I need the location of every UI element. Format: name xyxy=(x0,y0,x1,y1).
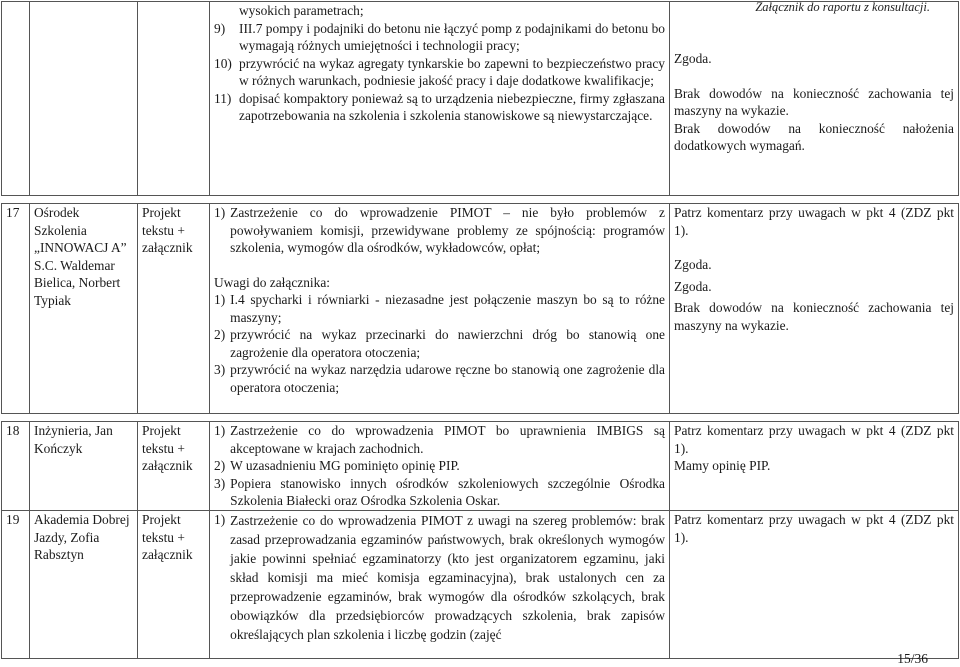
table-row-19 xyxy=(2,511,959,659)
cell-response xyxy=(670,511,959,659)
cell-type: Projekt tekstu + załącznik xyxy=(138,511,210,659)
list-item: 1) Zastrzeżenie co do wprowadzenia PIMOT bo uprawnienia IMBIGS są akceptowane w krajach zachodnich. xyxy=(214,423,665,456)
list-item: 9) III.7 pompy i podajniki do betonu nie łączyć pomp z podajnikami do betonu bo wymagają różnych umiejętności i technologii pracy; xyxy=(214,20,665,53)
list-item: 3) Popiera stanowisko innych ośrodków szkoleniowych szczególnie Ośrodka Szkolenia Białecki oraz Ośrodka Szkolenia Oskar. xyxy=(214,475,665,508)
cell-num: 17 xyxy=(2,204,30,414)
response-text: Brak dowodów na konieczność nałożenia dodatkowych wymagań. xyxy=(674,120,954,153)
cell-body xyxy=(210,511,670,659)
cell-body xyxy=(210,204,670,414)
cell-response xyxy=(670,204,959,414)
list-item: 1) Zastrzeżenie co do wprowadzenia PIMOT z uwagi na szereg problemów: brak zasad przeprowadzania egzaminów państwowych, brak określonych wymogów jakie powinni spełniać egzaminatorzy (kto jest organizatorem egzaminu, jaki skład komisji ma mieć komisja egzaminacyjna), brak ustalonych cen za przeprowadzenie egzaminów, brak wymogów dla ośrodków szkolących, brak obowiązków dla przedsiębiorców prowadzących szkolenia, brak zapisów określających plan szkolenia i liczbę godzin (zajęć xyxy=(214,512,665,642)
response-text: Mamy opinię PIP. xyxy=(674,458,771,473)
consultation-table xyxy=(1,1,959,659)
cell-who: Ośrodek Szkolenia „INNOWACJ A” S.C. Waldemar Bielica, Norbert Typiak xyxy=(30,204,138,414)
list-item: 11) dopisać kompaktory ponieważ są to urządzenia niebezpieczne, firmy zgłaszana zapotrzebowania na szkolenia i szkolenia stanowiskowe są niewystarczające. xyxy=(214,90,665,123)
response-text: Brak dowodów na konieczność zachowania tej maszyny na wykazie. xyxy=(674,85,954,118)
list-item: 2) przywrócić na wykaz przecinarki do nawierzchni dróg bo stanowią one zagrożenie dla operatora otoczenia; xyxy=(214,327,665,360)
response-text: Zgoda. xyxy=(674,278,712,294)
cell-body xyxy=(210,2,670,196)
response-text: Patrz komentarz przy uwagach w pkt 4 (ZDZ pkt 1). xyxy=(674,512,954,545)
list-item: 1) I.4 spycharki i równiarki - niezasadne jest połączenie maszyn bo są to różne maszyny; xyxy=(214,292,665,325)
response-text: Brak dowodów na konieczność zachowania tej maszyny na wykazie. xyxy=(674,300,954,333)
cell-num: 18 xyxy=(2,422,30,511)
cell-type xyxy=(138,2,210,196)
list-item: 2) W uzasadnieniu MG pominięto opinię PIP. xyxy=(214,458,460,473)
response-text: Patrz komentarz przy uwagach w pkt 4 (ZDZ pkt 1). xyxy=(674,423,954,456)
cell-num: 19 xyxy=(2,511,30,659)
list-item: wysokich parametrach; xyxy=(239,3,364,18)
response-text: Patrz komentarz przy uwagach w pkt 4 (ZDZ pkt 1). xyxy=(674,205,954,238)
list-item: 1) Zastrzeżenie co do wprowadzenie PIMOT – nie było problemów z powoływaniem komisji, przewidywane problemy ze spójnością: programów szkolenia, wymogów dla ośrodków, wykładowców, opłat; xyxy=(214,205,665,255)
cell-body xyxy=(210,422,670,511)
uwagi-label: Uwagi do załącznika: xyxy=(214,274,330,290)
response-text: Zgoda. xyxy=(674,51,712,66)
cell-who: Inżynieria, Jan Kończyk xyxy=(30,422,138,511)
response-text: Zgoda. xyxy=(674,257,712,272)
table-row-18 xyxy=(2,422,959,511)
list-item: 10) przywrócić na wykaz agregaty tynkarskie bo zapewni to bezpieczeństwo pracy w różnych warunkach, podniesie jakość pracy i daje dodatkowe kwalifikacje; xyxy=(214,55,665,88)
list-item: 3) przywrócić na wykaz narzędzia udarowe ręczne bo stanowią one zagrożenie dla operatora otoczenia; xyxy=(214,362,665,395)
cell-who xyxy=(30,2,138,196)
cell-type: Projekt tekstu + załącznik xyxy=(138,422,210,511)
cell-type: Projekt tekstu + załącznik xyxy=(138,204,210,414)
cell-response xyxy=(670,2,959,196)
cell-num xyxy=(2,2,30,196)
header-note: Załącznik do raportu z konsultacji. xyxy=(755,0,930,14)
cell-who: Akademia Dobrej Jazdy, Zofia Rabsztyn xyxy=(30,511,138,659)
table-row-17 xyxy=(2,204,959,414)
page-number: 15/36 xyxy=(897,651,928,666)
cell-response xyxy=(670,422,959,511)
table-row-continuation xyxy=(2,2,959,196)
